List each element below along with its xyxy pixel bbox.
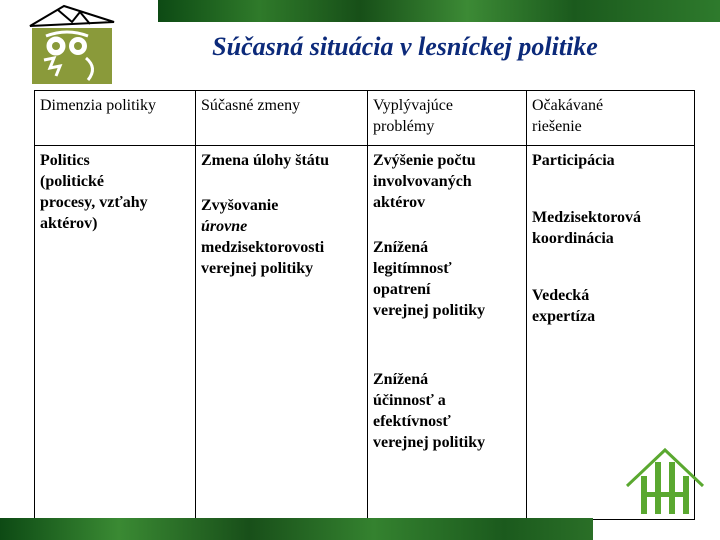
- owl-logo-icon: [28, 2, 116, 84]
- table-header-row: [35, 91, 695, 146]
- cell-changes: Zmena úlohy štátu Zvyšovanie úrovne medzisektorovosti verejnej politiky: [196, 146, 368, 520]
- policy-table: [34, 90, 695, 520]
- top-decorative-band: [158, 0, 720, 22]
- header-dimension: Dimenzia politiky: [35, 91, 196, 146]
- table-row: [35, 146, 695, 520]
- header-changes: Súčasné zmeny: [196, 91, 368, 146]
- header-problems: Vyplývajúce problémy: [368, 91, 527, 146]
- bottom-decorative-band: [0, 518, 593, 540]
- header-solutions: Očakávané riešenie: [527, 91, 695, 146]
- forest-tree-logo-icon: [625, 446, 705, 518]
- slide-title: Súčasná situácia v lesníckej politike: [212, 32, 598, 61]
- cell-solutions: Participácia Medzisektorová koordinácia Vedecká expertíza: [527, 146, 695, 520]
- cell-problems: Zvýšenie počtu involvovaných aktérov Znížená legitímnosť opatrení verejnej politiky Znížená účinnosť a efektívnosť verejnej politiky: [368, 146, 527, 520]
- cell-dimension: Politics (politické procesy, vzťahy aktérov): [35, 146, 196, 520]
